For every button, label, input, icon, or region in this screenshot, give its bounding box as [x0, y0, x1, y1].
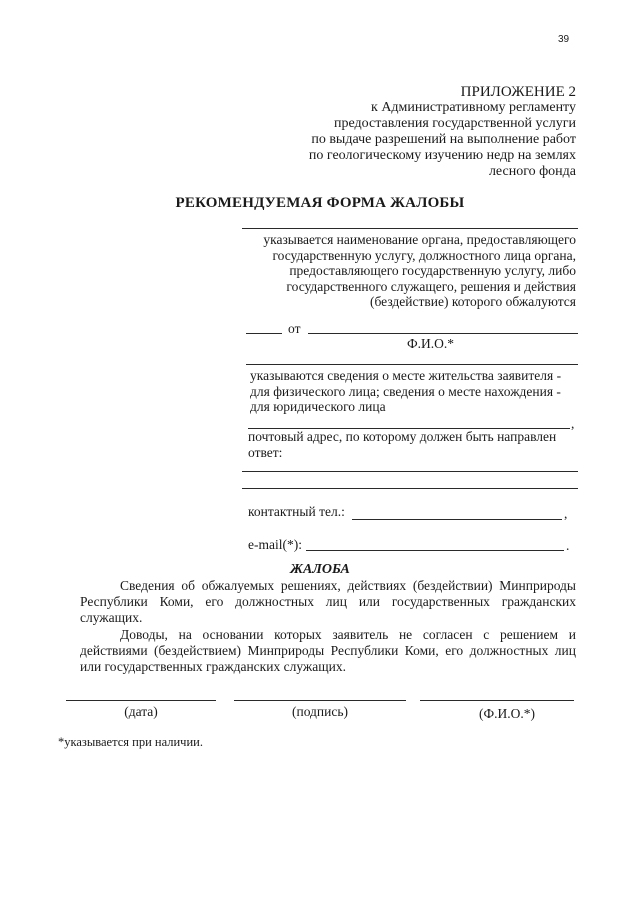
addressee-caption-line: государственного служащего, решения и действия	[286, 278, 576, 294]
phone-label: контактный тел.:	[248, 504, 345, 519]
postal-caption-line: почтовый адрес, по которому должен быть направлен	[248, 429, 557, 444]
date-line[interactable]	[66, 700, 216, 701]
complaint-paragraph-2	[80, 627, 576, 675]
complaint-paragraph-1-text: Сведения об обжалуемых решениях, действиях (бездействии) Минприроды Республики Коми, его должностных лиц или государственных гражданских служащих.	[80, 578, 576, 625]
page-number: 39	[558, 34, 570, 45]
email-period: .	[566, 538, 570, 553]
from-line-left	[246, 333, 282, 334]
addressee-caption-line: (бездействие) которого обжалуются	[370, 294, 576, 309]
appendix-line: предоставления государственной услуги	[334, 116, 576, 131]
complaint-heading: ЖАЛОБА	[290, 562, 350, 577]
applicant-caption-line: указываются сведения о месте жительства заявителя -	[250, 368, 562, 383]
email-label: e-mail(*):	[248, 537, 302, 552]
signature-line[interactable]	[234, 700, 406, 701]
appendix-line: по геологическому изучению недр на землях	[308, 148, 576, 163]
fio-signature-line[interactable]	[420, 700, 574, 701]
appendix-line: по выдаче разрешений на выполнение работ	[311, 132, 576, 147]
addressee-caption-line: государственную услугу, должностного лица органа,	[272, 247, 576, 263]
postal-caption-line: ответ:	[248, 444, 283, 460]
phone-line[interactable]	[352, 519, 562, 520]
addressee-caption-line: указывается наименование органа, предоставляющего	[263, 232, 576, 247]
addressee-caption-line: предоставляющего государственную услугу, либо	[289, 263, 576, 278]
appendix-line: к Административному регламенту	[371, 100, 576, 115]
applicant-caption-line: для юридического лица	[250, 399, 386, 414]
postal-line-1[interactable]	[242, 471, 578, 472]
complaint-paragraph-2-text: Доводы, на основании которых заявитель не согласен с решением и действиями (бездействием) Минприроды Республики Коми, его должностных лиц или государственных гражданских служащих.	[80, 627, 576, 674]
from-label: от	[288, 321, 301, 336]
appendix-title: ПРИЛОЖЕНИЕ 2	[460, 84, 576, 100]
fio-signature-caption: (Ф.И.О.*)	[478, 706, 536, 721]
phone-comma: ,	[564, 506, 568, 521]
applicant-comma: ,	[571, 416, 575, 431]
applicant-address-line[interactable]	[246, 364, 578, 365]
from-name-line[interactable]	[308, 333, 578, 334]
date-caption: (дата)	[124, 704, 158, 719]
footnote: *указывается при наличии.	[58, 735, 203, 749]
postal-caption	[248, 429, 556, 460]
signature-caption: (подпись)	[291, 704, 349, 719]
addressee-line[interactable]	[242, 228, 578, 229]
email-line[interactable]	[306, 550, 564, 551]
fio-label: Ф.И.О.*	[407, 336, 455, 351]
form-title: РЕКОМЕНДУЕМАЯ ФОРМА ЖАЛОБЫ	[175, 195, 465, 211]
appendix-line: лесного фонда	[488, 164, 576, 179]
applicant-caption	[250, 368, 561, 415]
appendix-header	[309, 84, 576, 180]
complaint-paragraph-1	[80, 578, 576, 626]
applicant-caption-line: для физического лица; сведения о месте нахождения -	[250, 383, 561, 399]
addressee-caption	[263, 232, 576, 310]
postal-line-2[interactable]	[242, 488, 578, 489]
